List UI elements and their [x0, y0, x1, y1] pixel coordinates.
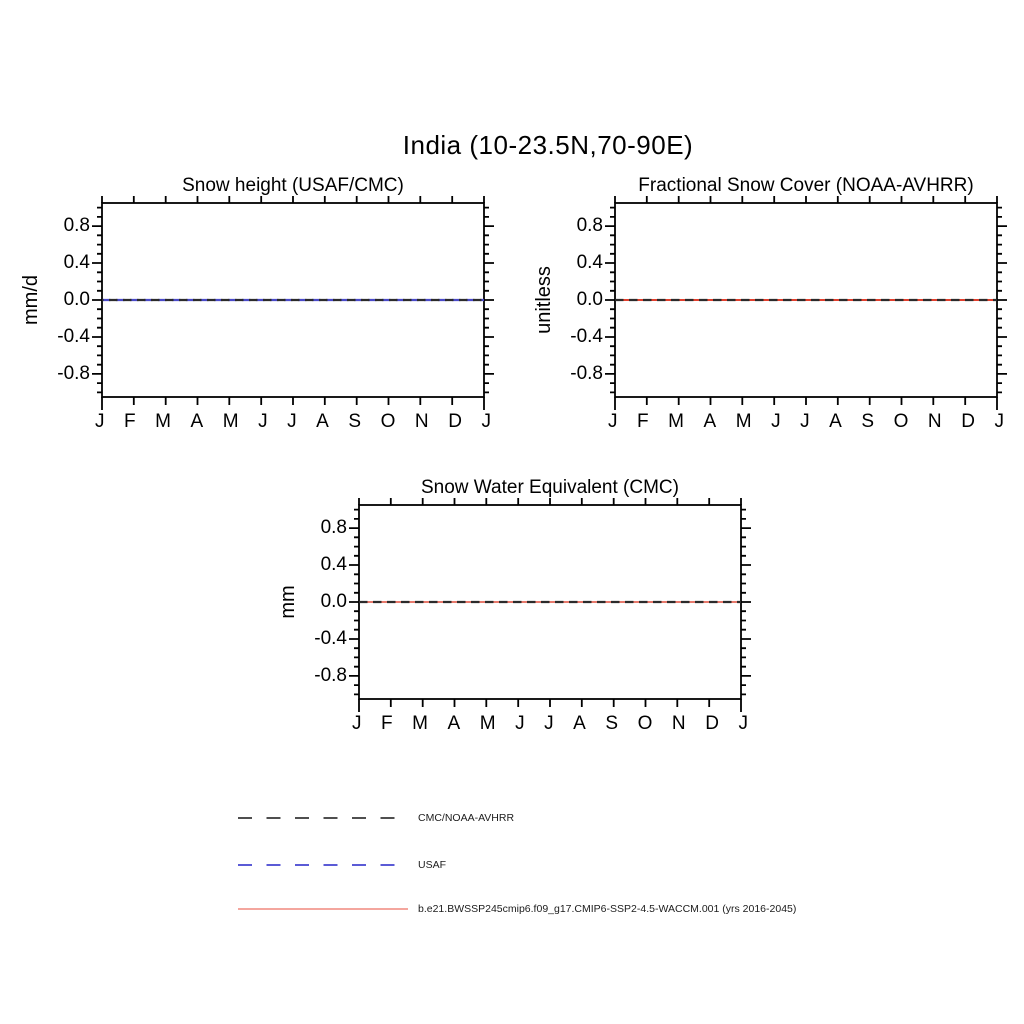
plot-area-fractional-snow-cover: [601, 189, 1011, 411]
x-tick-label: O: [637, 713, 653, 734]
x-tick-label: A: [829, 411, 842, 432]
x-tick-labels: [352, 713, 748, 737]
x-tick-label: J: [515, 713, 525, 734]
y-tick-label: 0.8: [63, 215, 90, 236]
x-tick-label: N: [414, 411, 429, 432]
x-tick-label: M: [735, 411, 752, 432]
y-tick-label: -0.8: [57, 363, 90, 384]
x-tick-label: J: [738, 713, 748, 734]
y-tick-labels: [26, 215, 90, 385]
y-tick-label: 0.8: [320, 517, 347, 538]
panel-title-snow-height: Snow height (USAF/CMC): [182, 175, 404, 196]
x-tick-label: J: [481, 411, 491, 432]
x-tick-label: A: [703, 411, 717, 432]
y-tick-label: 0.8: [576, 215, 603, 236]
plot-area-snow-height: [88, 189, 498, 411]
x-tick-label: J: [994, 411, 1004, 432]
x-tick-label: S: [861, 411, 875, 432]
x-tick-label: N: [927, 411, 942, 432]
legend-line-dashed-blue: [238, 862, 408, 868]
y-tick-label: -0.4: [570, 326, 603, 347]
y-tick-label: 0.0: [63, 289, 90, 310]
y-axis-unit-label: unitless: [533, 266, 555, 334]
x-tick-labels: [608, 411, 1004, 435]
x-tick-label: J: [352, 713, 362, 734]
y-axis-unit-label: mm: [277, 585, 299, 619]
figure-title: India (10-23.5N,70-90E): [402, 130, 694, 160]
y-tick-label: 0.4: [320, 554, 347, 575]
x-tick-label: D: [705, 713, 719, 734]
x-tick-label: D: [448, 411, 462, 432]
x-tick-label: J: [287, 411, 297, 432]
x-tick-label: A: [190, 411, 204, 432]
x-tick-label: A: [316, 411, 329, 432]
x-tick-label: J: [544, 713, 554, 734]
y-tick-label: 0.0: [576, 289, 603, 310]
legend-item-cmc-noaa-avhrr: [238, 810, 514, 826]
x-tick-label: M: [668, 411, 684, 432]
y-tick-label: 0.0: [320, 591, 347, 612]
x-tick-label: J: [800, 411, 810, 432]
plot-area-snow-water-equivalent: [345, 491, 755, 713]
x-tick-label: M: [479, 713, 496, 734]
legend-item-usaf: [238, 857, 446, 873]
legend-label: b.e21.BWSSP245cmip6.f09_g17.CMIP6-SSP2-4.5-WACCM.001 (yrs 2016-2045): [418, 903, 797, 915]
x-tick-label: F: [124, 411, 136, 432]
x-tick-label: A: [447, 713, 461, 734]
legend-line-dashed-black: [238, 815, 408, 821]
legend-line-solid-red: [238, 906, 408, 912]
y-tick-labels: [539, 215, 603, 385]
x-tick-label: D: [961, 411, 975, 432]
x-tick-label: J: [608, 411, 618, 432]
y-tick-label: 0.4: [63, 252, 90, 273]
x-tick-label: O: [893, 411, 909, 432]
x-tick-label: J: [95, 411, 105, 432]
y-tick-label: -0.4: [314, 628, 347, 649]
y-tick-label: 0.4: [576, 252, 603, 273]
x-tick-label: M: [155, 411, 171, 432]
legend-item-model-run: [238, 901, 796, 917]
x-tick-label: O: [380, 411, 396, 432]
x-tick-label: S: [605, 713, 619, 734]
y-tick-label: -0.8: [314, 665, 347, 686]
x-tick-label: J: [258, 411, 268, 432]
y-tick-labels: [283, 517, 347, 687]
x-tick-labels: [95, 411, 491, 435]
legend-label: CMC/NOAA-AVHRR: [418, 812, 515, 824]
x-tick-label: M: [222, 411, 239, 432]
y-axis-unit-label: mm/d: [20, 275, 42, 325]
x-tick-label: M: [412, 713, 428, 734]
panel-title-fractional-snow-cover: Fractional Snow Cover (NOAA-AVHRR): [638, 175, 974, 196]
legend-label: USAF: [418, 859, 447, 871]
x-tick-label: A: [573, 713, 586, 734]
x-tick-label: S: [348, 411, 362, 432]
x-tick-label: N: [671, 713, 686, 734]
x-tick-label: F: [381, 713, 393, 734]
y-tick-label: -0.8: [570, 363, 603, 384]
y-tick-label: -0.4: [57, 326, 90, 347]
x-tick-label: J: [771, 411, 781, 432]
panel-title-snow-water-equivalent: Snow Water Equivalent (CMC): [421, 477, 679, 498]
x-tick-label: F: [637, 411, 649, 432]
